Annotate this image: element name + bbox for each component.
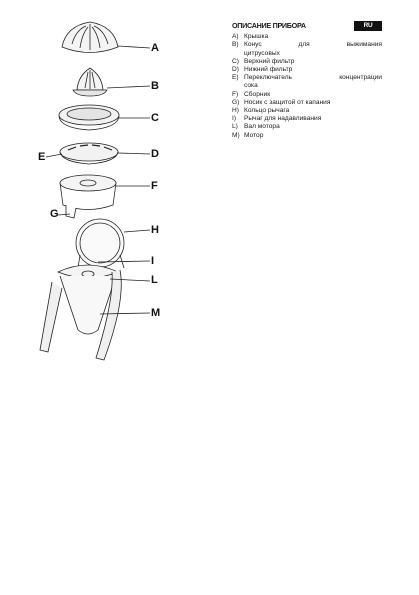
list-item [232,91,382,99]
item-text: Мотор [244,131,264,139]
item-text: Носик с защитой от капания [244,98,331,106]
list-item [232,66,382,74]
cone-part [73,68,150,96]
item-text: Сборник [244,90,271,98]
callout-e: E [38,151,46,163]
callout-l: L [151,274,158,286]
bottom-filter-part [46,143,150,164]
callout-g: G [50,208,59,220]
list-item [232,74,382,90]
motor-base-part [40,261,150,360]
item-text-line1: Конус для выжимания [244,41,382,49]
callout-h: H [151,224,159,236]
list-item [232,99,382,107]
callout-m: M [151,307,161,319]
item-key: E) [232,74,239,82]
item-text: Нижний фильтр [244,66,293,74]
appliance-exploded-diagram [0,0,200,595]
top-filter-part [59,105,150,130]
list-item [232,58,382,66]
item-text-line1: Переключатель концентрации [244,74,382,82]
item-key: B) [232,41,239,49]
item-text-line2: сока [244,82,258,90]
section-heading [232,22,382,30]
heading-text: ОПИСАНИЕ ПРИБОРА [232,21,306,30]
item-key: C) [232,57,239,65]
item-key: D) [232,66,239,74]
list-item [232,115,382,123]
lid-part [62,22,150,53]
item-text: Крышка [244,33,269,41]
item-text-line2: цитрусовых [244,49,280,57]
list-item [232,107,382,115]
list-item [232,123,382,131]
callout-a: A [151,42,159,54]
list-item [232,33,382,41]
item-key: F) [232,90,239,98]
language-badge: RU [354,21,382,31]
item-text: Рычаг для надавливания [244,115,322,123]
callout-c: C [151,112,159,124]
item-key: M) [232,131,240,139]
item-key: L) [232,123,238,131]
item-key: H) [232,107,239,115]
parts-description [232,22,382,140]
item-text: Вал мотора [244,123,280,131]
item-key: G) [232,98,240,106]
list-item [232,41,382,57]
lever-ring-part [76,219,150,268]
container-part [58,175,150,218]
item-key: A) [232,33,239,41]
item-text: Кольцо рычага [244,107,290,115]
callout-d: D [151,148,159,160]
callout-i: I [151,255,155,267]
item-text: Верхний фильтр [244,57,295,65]
callout-b: B [151,80,159,92]
list-item [232,132,382,140]
callout-f: F [151,180,158,192]
item-key: I) [232,115,237,123]
